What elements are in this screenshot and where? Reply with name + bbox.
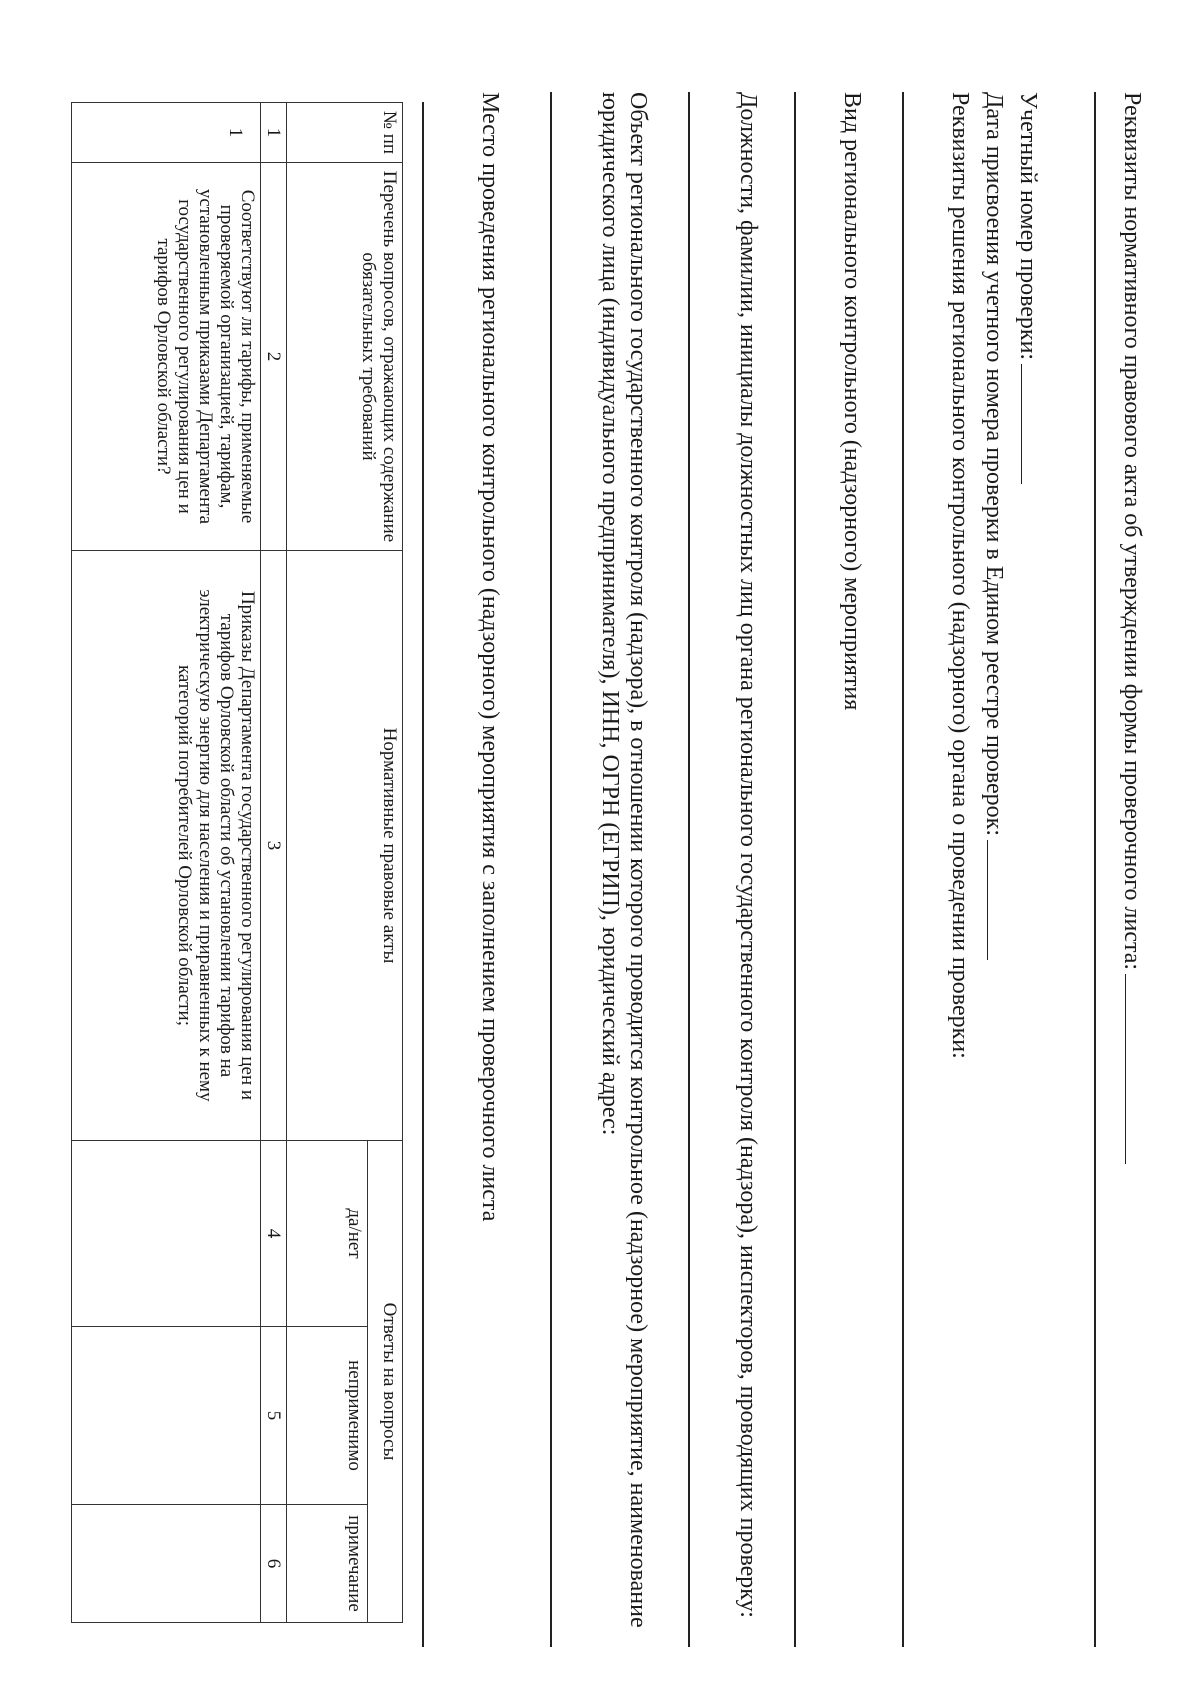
header-na: неприменимо: [287, 1327, 368, 1505]
object-label: Объект регионального государственного контроля (надзора), в отношении которого проводится контрольное (надзорное) мероприятие, наименование юридического лица (индивидуального предпринимателя), ИНН, ОГРН (ЕГРИП), юридический адрес:: [597, 92, 651, 1628]
registry-date-label: Дата присвоения учетного номера проверки в Едином реестре проверок:: [981, 92, 1007, 837]
row-na-cell[interactable]: [72, 1327, 261, 1505]
header-answers: Ответы на вопросы: [368, 1141, 403, 1623]
index-row: [261, 103, 287, 1623]
registry-date-field[interactable]: [987, 840, 1010, 960]
legal-act-details-field[interactable]: [1125, 974, 1148, 1164]
inspection-number-field[interactable]: [1021, 364, 1044, 484]
checklist-table: [71, 102, 403, 1623]
table-row: [72, 103, 261, 1623]
header-yes-no: да/нет: [287, 1141, 368, 1327]
header-acts: Нормативные правовые акты: [287, 551, 403, 1141]
object-field[interactable]: [550, 92, 552, 1647]
index-cell: 5: [261, 1327, 287, 1505]
index-cell: 4: [261, 1141, 287, 1327]
legal-act-details-row: [1118, 92, 1148, 1164]
index-cell: 1: [261, 103, 287, 163]
place-field[interactable]: [422, 102, 424, 1647]
inspectors-field[interactable]: [688, 92, 690, 1647]
row-num: 1: [72, 103, 261, 163]
event-type-field[interactable]: [794, 92, 796, 1647]
row-note-cell[interactable]: [72, 1505, 261, 1623]
header-questions: Перечень вопросов, отражающих содержание обязательных требований: [287, 163, 403, 551]
row-yes-no-cell[interactable]: [72, 1141, 261, 1327]
inspection-number-label: Учетный номер проверки:: [1015, 92, 1041, 361]
inspection-number-row: [1014, 92, 1044, 484]
index-cell: 6: [261, 1505, 287, 1623]
decision-details-label: Реквизиты решения регионального контрольного (надзорного) органа о проведении проверки:: [947, 92, 973, 1059]
divider: [1094, 92, 1096, 1647]
decision-details-field[interactable]: [902, 92, 904, 1647]
header-num: № пп: [287, 103, 403, 163]
legal-act-details-label: Реквизиты нормативного правового акта об утверждении формы проверочного листа:: [1119, 92, 1145, 971]
index-cell: 2: [261, 163, 287, 551]
event-type-label: Вид регионального контрольного (надзорного) мероприятия: [839, 92, 865, 711]
place-label: Место проведения регионального контрольного (надзорного) мероприятия с заполнением проверочного листа: [477, 92, 503, 1222]
row-acts: Приказы Департамента государственного регулирования цен и тарифов Орловской области об установлении тарифов на электрическую энергию для населения и приравненных к нему категорий потребителей Орловской области;: [72, 551, 261, 1141]
row-question: Соответствуют ли тарифы, применяемые проверяемой организацией, тарифам, установленным приказами Департамента государственного регулирования цен и тарифов Орловской области?: [72, 163, 261, 551]
index-cell: 3: [261, 551, 287, 1141]
header-note: примечание: [287, 1505, 368, 1623]
inspectors-label: Должности, фамилии, инициалы должностных лиц органа регионального государственного контроля (надзора), инспекторов, проводящих проверку:: [735, 92, 761, 1618]
registry-date-row: [980, 92, 1010, 960]
